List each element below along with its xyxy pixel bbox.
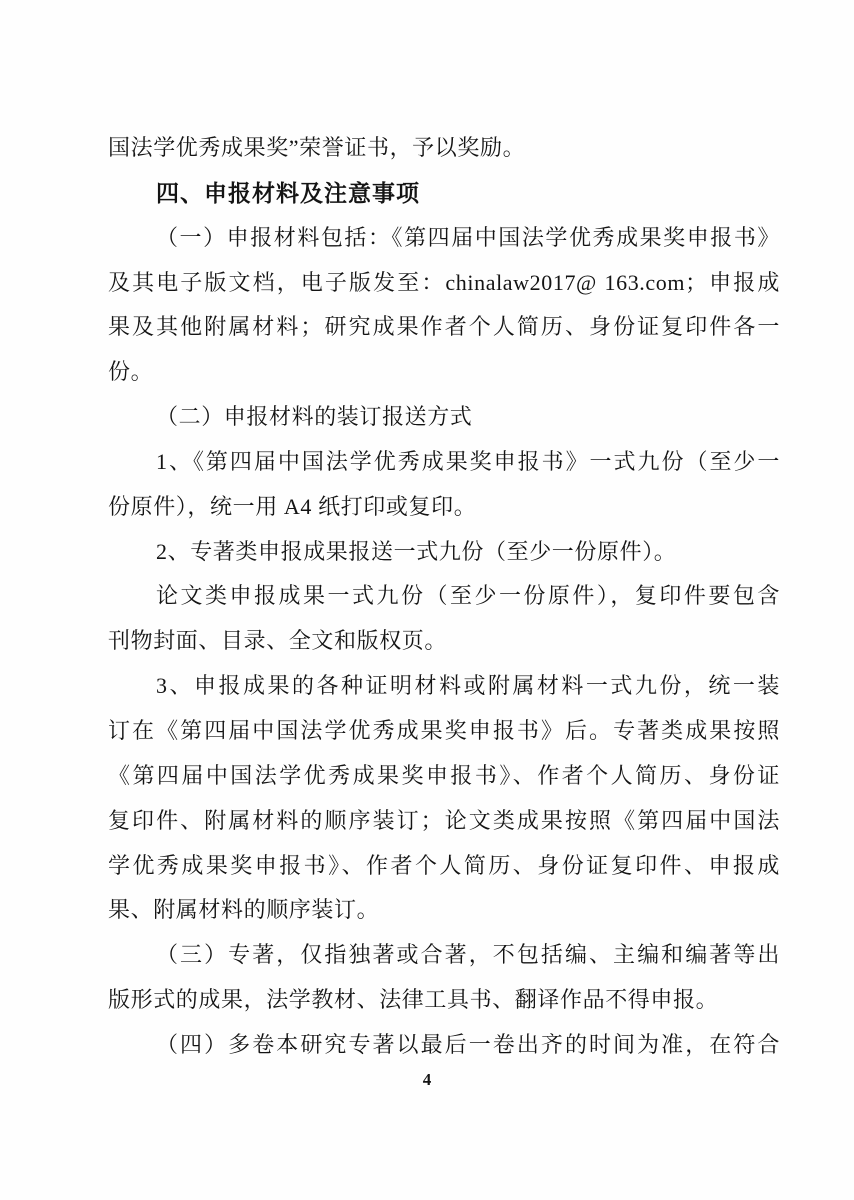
section-heading: 四、申报材料及注意事项 (156, 179, 420, 206)
body-line: 果、附属材料的顺序装订。 (108, 897, 380, 923)
body-line: 学优秀成果奖申报书》、作者个人简历、身份证复印件、申报成 (108, 852, 780, 878)
body-line: （三）专著，仅指独著或合著，不包括编、主编和编著等出 (156, 942, 780, 968)
body-line: 份原件），统一用 A4 纸打印或复印。 (108, 493, 477, 519)
body-line: 《第四届中国法学优秀成果奖申报书》、作者个人简历、身份证 (108, 762, 780, 788)
body-line: 果及其他附属材料；研究成果作者个人简历、身份证复印件各一 (108, 314, 780, 340)
page-number: 4 (422, 1070, 432, 1089)
body-line: 版形式的成果，法学教材、法律工具书、翻译作品不得申报。 (108, 987, 719, 1013)
body-line: 1、《第四届中国法学优秀成果奖申报书》一式九份（至少一 (156, 448, 780, 474)
body-line: 及其电子版文档，电子版发至：chinalaw2017@ 163.com；申报成 (108, 269, 780, 295)
body-line: （二）申报材料的装订报送方式 (156, 404, 473, 430)
body-line: 刊物封面、目录、全文和版权页。 (108, 628, 448, 654)
body-line: 订在《第四届中国法学优秀成果奖申报书》后。专著类成果按照 (108, 717, 780, 743)
body-line: 份。 (108, 359, 154, 385)
body-line: 3、申报成果的各种证明材料或附属材料一式九份，统一装 (156, 673, 780, 699)
body-line: 2、专著类申报成果报送一式九份（至少一份原件）。 (156, 538, 677, 564)
body-line: （一）申报材料包括：《第四届中国法学优秀成果奖申报书》 (156, 224, 780, 250)
body-line: 复印件、附属材料的顺序装订；论文类成果按照《第四届中国法 (108, 807, 780, 833)
document-body (108, 126, 780, 1068)
body-line: 国法学优秀成果奖”荣誉证书，予以奖励。 (108, 135, 526, 160)
body-line: （四）多卷本研究专著以最后一卷出齐的时间为准，在符合 (156, 1031, 780, 1057)
body-line: 论文类申报成果一式九份（至少一份原件），复印件要包含 (156, 583, 780, 609)
